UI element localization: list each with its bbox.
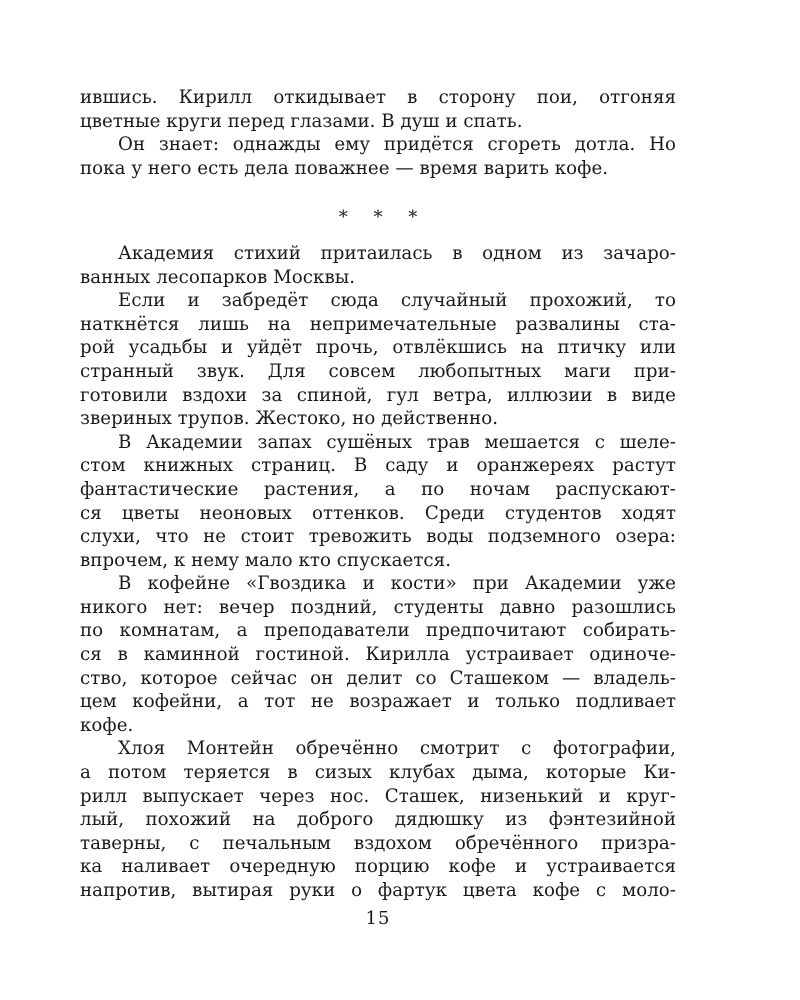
text-line: рой усадьбы и уйдёт прочь, отвлёкшись на птичку или bbox=[80, 337, 676, 359]
text-line: Академия стихий притаилась в одном из зачаро- bbox=[118, 242, 676, 264]
text-line: ка наливает очередную порцию кофе и устраивается bbox=[80, 856, 676, 878]
paragraph bbox=[80, 242, 676, 289]
page-number: 15 bbox=[365, 908, 391, 929]
text-line: стом книжных страниц. В саду и оранжереях растут bbox=[80, 455, 676, 477]
text-line: ся цветы неоновых оттенков. Среди студентов ходят bbox=[80, 502, 676, 524]
text-line: Он знает: однажды ему придётся сгореть дотла. Но bbox=[118, 134, 676, 156]
text-line: слухи, что не стоит тревожить воды подземного озера: bbox=[80, 526, 676, 548]
text-line: ившись. Кирилл откидывает в сторону пои, отгоняя bbox=[80, 87, 676, 108]
text-line: Хлоя Монтейн обречённо смотрит с фотографии, bbox=[118, 738, 676, 760]
paragraph bbox=[80, 737, 676, 902]
text-line: Если и забредёт сюда случайный прохожий, то bbox=[118, 290, 676, 312]
text-line: напротив, вытирая руки о фартук цвета кофе с моло- bbox=[80, 880, 676, 901]
text-line: звериных трупов. Жестоко, но действенно. bbox=[80, 408, 499, 430]
text-line: таверны, с печальным вздохом обречённого призра- bbox=[80, 832, 676, 854]
text-line: фантастические растения, а по ночам распускают- bbox=[80, 478, 676, 500]
text-line: В кофейне «Гвоздика и кости» при Академии уже bbox=[118, 573, 676, 595]
text-line: а потом теряется в сизых клубах дыма, которые Ки- bbox=[80, 762, 676, 784]
text-line: цветные круги перед глазами. В душ и спать. bbox=[80, 110, 523, 132]
text-line: ся в каминной гостиной. Кирилла устраивает одиноче- bbox=[80, 644, 676, 666]
text-line: впрочем, к нему мало кто спускается. bbox=[80, 549, 452, 571]
text-line: рилл выпускает через нос. Сташек, низенький и круг- bbox=[80, 785, 676, 807]
paragraph bbox=[80, 86, 676, 133]
text-line: цем кофейни, а тот не возражает и только подливает bbox=[80, 691, 676, 713]
paragraph bbox=[80, 289, 676, 431]
text-line: по комнатам, а преподаватели предпочитают собирать- bbox=[80, 620, 676, 642]
paragraph bbox=[80, 431, 676, 573]
text-line: ство, которое сейчас он делит со Сташеком — владель- bbox=[80, 667, 676, 689]
text-line: наткнётся лишь на непримечательные развалины ста- bbox=[80, 313, 676, 335]
text-line: никого нет: вечер поздний, студенты давно разошлись bbox=[80, 596, 676, 618]
section-separator: * * * bbox=[338, 207, 428, 229]
text-line: странный звук. Для совсем любопытных маги при- bbox=[80, 360, 676, 382]
book-page-body bbox=[80, 86, 676, 903]
text-line: пока у него есть дела поважнее — время варить кофе. bbox=[80, 157, 609, 179]
paragraph bbox=[80, 133, 676, 180]
paragraph bbox=[80, 572, 676, 737]
text-line: готовили вздохи за спиной, гул ветра, иллюзии в виде bbox=[80, 384, 676, 406]
text-line: лый, похожий на доброго дядюшку из фэнтезийной bbox=[80, 809, 676, 831]
text-line: ванных лесопарков Москвы. bbox=[80, 266, 356, 288]
text-line: кофе. bbox=[80, 714, 134, 736]
text-line: В Академии запах сушёных трав мешается с шеле- bbox=[118, 431, 676, 453]
